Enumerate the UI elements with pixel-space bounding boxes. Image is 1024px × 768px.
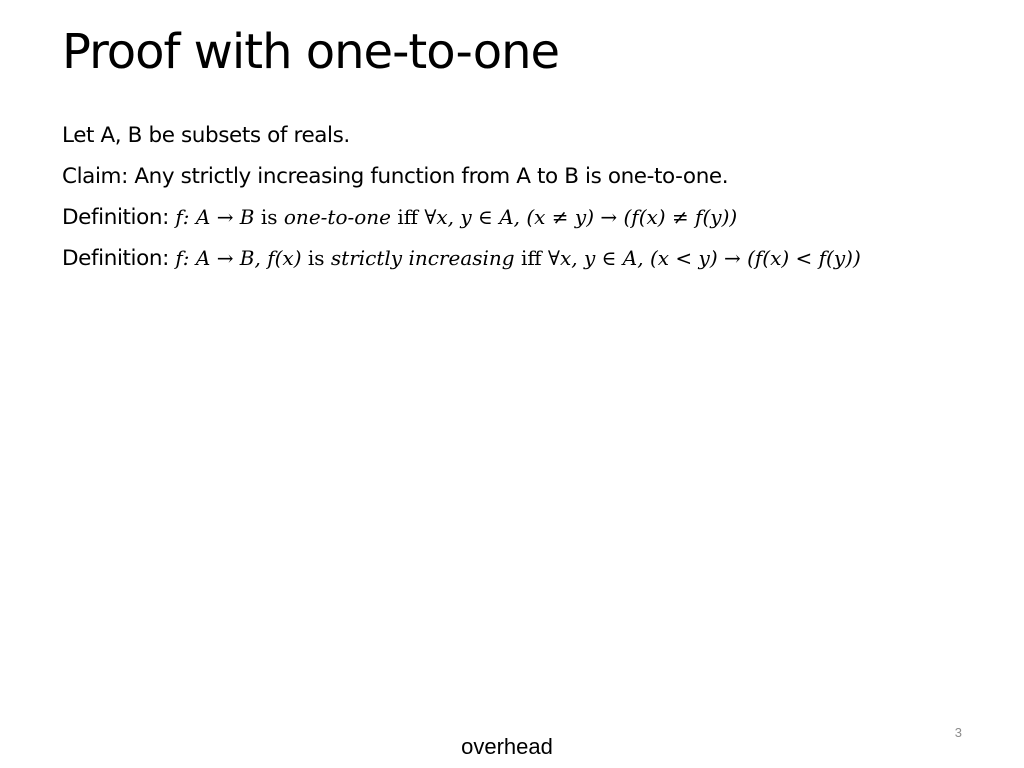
function-signature: f: A → B [175, 205, 255, 229]
body-line-reals: Let A, B be subsets of reals. [62, 123, 350, 148]
definition-label: Definition: [62, 246, 176, 271]
defined-term: strictly increasing [330, 246, 515, 270]
definition-strictly-increasing [62, 238, 1012, 279]
word-is: is [254, 205, 284, 229]
slide-title: Proof with one-to-one [62, 24, 560, 80]
word-is: is [301, 246, 331, 270]
defined-term: one-to-one [283, 205, 391, 229]
word-iff: iff [514, 246, 548, 270]
function-signature: f: A → B, f(x) [175, 246, 302, 270]
definition-formula: ∀x, y ∈ A, (x < y) → (f(x) < f(y)) [547, 246, 861, 270]
slide-number: 3 [954, 725, 962, 740]
slide-body [62, 115, 1012, 279]
definition-label: Definition: [62, 205, 176, 230]
slide-footer: overhead [461, 734, 553, 759]
definition-formula: ∀x, y ∈ A, (x ≠ y) → (f(x) ≠ f(y)) [424, 205, 738, 229]
body-line-claim: Claim: Any strictly increasing function from A to B is one-to-one. [62, 164, 729, 189]
definition-one-to-one [62, 197, 1012, 238]
word-iff: iff [391, 205, 425, 229]
